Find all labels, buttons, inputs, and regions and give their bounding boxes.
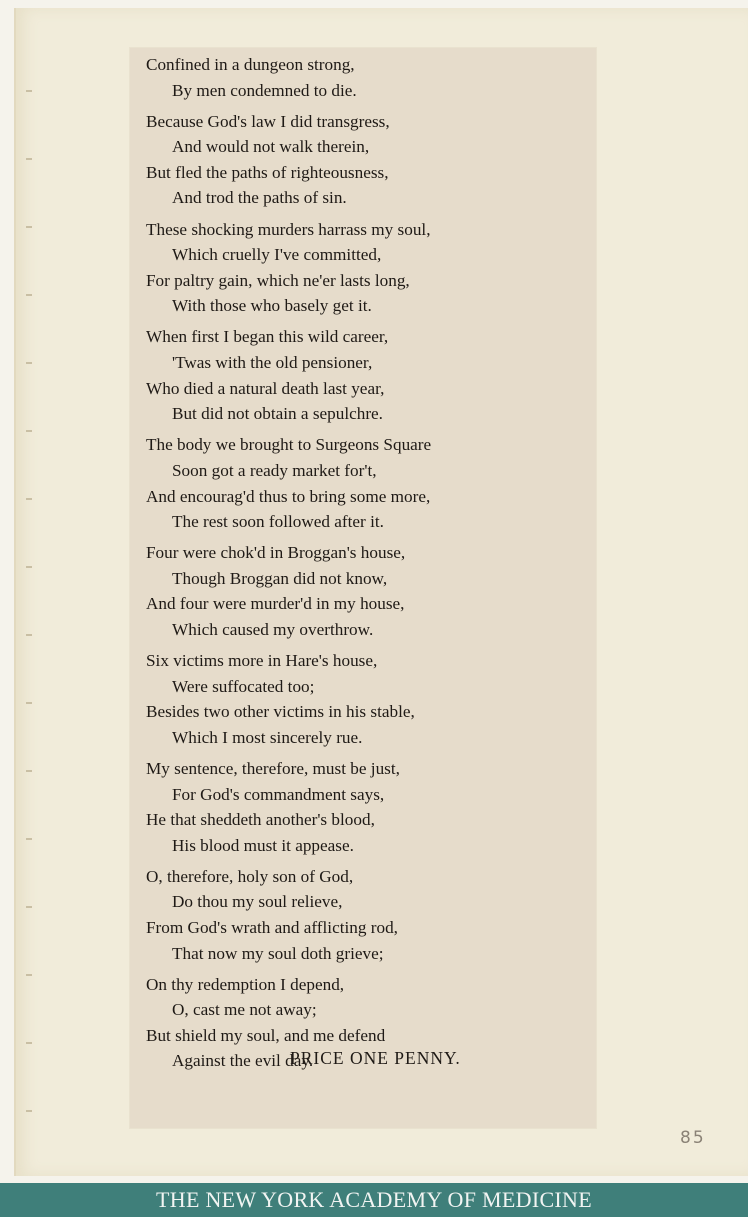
- footer-bar: [0, 1183, 748, 1217]
- poem-line: But fled the paths of righteousness,: [146, 162, 389, 182]
- stanza: [146, 324, 590, 426]
- binding-mark: [26, 430, 32, 432]
- binding-mark: [26, 702, 32, 704]
- binding-mark: [26, 770, 32, 772]
- binding-mark: [26, 158, 32, 160]
- poem-line: O, therefore, holy son of God,: [146, 866, 354, 886]
- binding-mark: [26, 634, 32, 636]
- poem-line: And trod the paths of sin.: [172, 188, 347, 208]
- poem-line: The rest soon followed after it.: [172, 512, 384, 532]
- poem-line: Four were chok'd in Broggan's house,: [146, 543, 406, 563]
- poem-line: These shocking murders harrass my soul,: [146, 219, 431, 239]
- poem-line: From God's wrath and afflicting rod,: [146, 918, 398, 937]
- poem-line: And encourag'd thus to bring some more,: [146, 486, 431, 506]
- poem-line: Six victims more in Hare's house,: [146, 651, 378, 671]
- poem-line: And four were murder'd in my house,: [146, 594, 405, 614]
- poem-text: [146, 52, 590, 1074]
- poem-line: Though Broggan did not know,: [172, 568, 388, 588]
- poem-line: Which cruelly I've committed,: [172, 245, 382, 265]
- poem-line: By men condemned to die.: [172, 80, 357, 100]
- poem-line: 'Twas with the old pensioner,: [172, 353, 373, 373]
- broadside-clipping: [130, 48, 596, 1128]
- binding-mark: [26, 498, 32, 500]
- binding-mark: [26, 566, 32, 568]
- poem-line: For paltry gain, which ne'er lasts long,: [146, 270, 410, 290]
- poem-line: But did not obtain a sepulchre.: [172, 404, 383, 424]
- poem-line: When first I began this wild career,: [146, 327, 389, 347]
- stanza: [146, 540, 590, 642]
- poem-line: And would not walk therein,: [172, 137, 370, 157]
- poem-line: Which caused my overthrow.: [172, 619, 374, 639]
- binding-mark: [26, 90, 32, 92]
- poem-line: With those who basely get it.: [172, 296, 372, 316]
- binding-mark: [26, 906, 32, 908]
- page-number: 85: [680, 1128, 706, 1148]
- stanza: [146, 109, 590, 211]
- poem-line: The body we brought to Surgeons Square: [146, 435, 432, 455]
- poem-line: His blood must it appease.: [172, 835, 354, 855]
- poem-line: Who died a natural death last year,: [146, 378, 385, 398]
- poem-line: Do thou my soul relieve,: [172, 892, 343, 912]
- stanza: [146, 756, 590, 858]
- poem-line: Because God's law I did transgress,: [146, 111, 390, 131]
- institution-credit: THE NEW YORK ACADEMY OF MEDICINE: [156, 1187, 592, 1212]
- binding-mark: [26, 362, 32, 364]
- binding-mark: [26, 226, 32, 228]
- poem-line: For God's commandment says,: [172, 784, 385, 804]
- price-line: PRICE ONE PENNY.: [290, 1048, 461, 1068]
- binding-mark: [26, 974, 32, 976]
- poem-line: Were suffocated too;: [172, 676, 315, 696]
- poem-line: O, cast me not away;: [172, 1000, 317, 1020]
- stanza: [146, 52, 590, 103]
- poem-line: Besides two other victims in his stable,: [146, 702, 415, 722]
- poem-line: Soon got a ready market for't,: [172, 460, 377, 480]
- poem-line: My sentence, therefore, must be just,: [146, 758, 400, 778]
- stanza: [146, 217, 590, 319]
- binding-mark: [26, 294, 32, 296]
- poem-line: That now my soul doth grieve;: [172, 943, 384, 963]
- binding-mark: [26, 1042, 32, 1044]
- stanza: [146, 432, 590, 534]
- stanza: [146, 648, 590, 750]
- stanza: [146, 864, 590, 966]
- poem-line: Confined in a dungeon strong,: [146, 55, 355, 74]
- binding-mark: [26, 838, 32, 840]
- poem-line: Against the evil day.: [172, 1051, 314, 1071]
- poem-line: On thy redemption I depend,: [146, 974, 345, 994]
- poem-line: But shield my soul, and me defend: [146, 1025, 386, 1045]
- poem-line: Which I most sincerely rue.: [172, 727, 363, 747]
- binding-mark: [26, 1110, 32, 1112]
- poem-line: He that sheddeth another's blood,: [146, 810, 375, 830]
